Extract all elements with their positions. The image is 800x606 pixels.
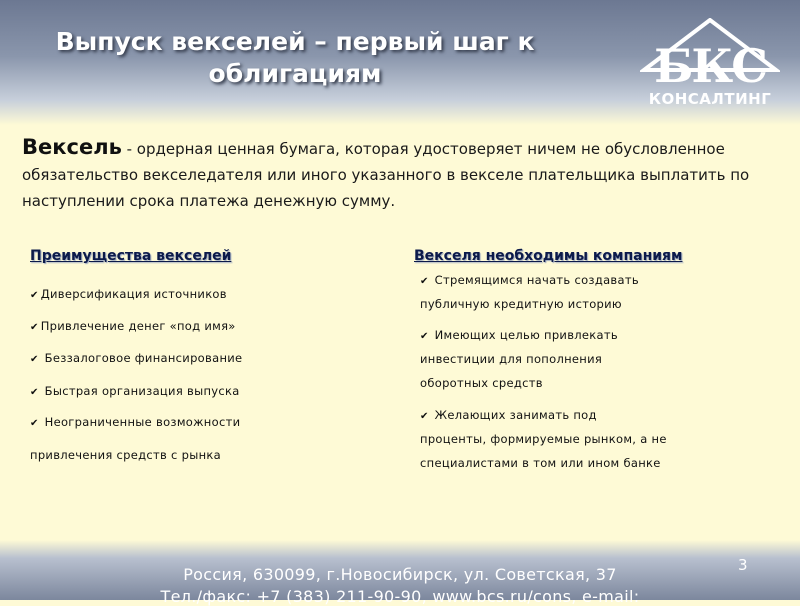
check-icon: ✔ xyxy=(30,354,39,365)
needs-item-line: публичную кредитную историю xyxy=(420,297,622,311)
advantage-item: ✔ Неограниченные возможности xyxy=(30,415,241,429)
needs-item-line: ✔ Стремящимся начать создавать xyxy=(420,273,639,287)
needs-item-line: оборотных средств xyxy=(420,376,543,390)
check-icon: ✔ xyxy=(420,411,429,422)
check-icon: ✔ xyxy=(30,387,39,398)
company-logo xyxy=(640,18,780,110)
advantages-heading: Преимущества векселей xyxy=(30,248,232,264)
slide-header xyxy=(0,0,800,125)
needs-item-line: специалистами в том или ином банке xyxy=(420,456,661,470)
needs-item-line: ✔ Имеющих целью привлекать xyxy=(420,328,618,342)
footer-contacts: Тел./факс: +7 (383) 211-90-90, www.bcs.ru/cons, e-mail: xyxy=(160,587,640,606)
needs-item-line: инвестиции для пополнения xyxy=(420,352,603,366)
page-number: 3 xyxy=(738,556,748,574)
check-icon: ✔ xyxy=(420,331,429,342)
advantage-continuation: привлечения средств с рынка xyxy=(30,448,222,462)
logo-wordmark: КОНСАЛТИНГ xyxy=(648,90,772,108)
advantage-item: ✔ Быстрая организация выпуска xyxy=(30,384,240,398)
advantage-item: ✔ Привлечение денег «под имя» xyxy=(30,319,236,333)
slide-footer xyxy=(0,540,800,606)
advantage-item: ✔ Беззалоговое финансирование xyxy=(30,351,243,365)
needs-item-line: ✔ Желающих занимать под xyxy=(420,408,597,422)
check-icon: ✔ xyxy=(420,276,429,287)
definition-term: Вексель xyxy=(22,135,122,159)
needs-item-line: проценты, формируемые рынком, а не xyxy=(420,432,667,446)
slide-title xyxy=(20,26,570,90)
footer-address: Россия, 630099, г.Новосибирск, ул. Советская, 37 xyxy=(183,565,617,584)
advantage-item: ✔ Диверсификация источников xyxy=(30,287,227,301)
check-icon: ✔ xyxy=(30,290,39,301)
bks-logo-icon xyxy=(640,18,780,90)
svg-text:БКС: БКС xyxy=(654,39,766,90)
title-line-2: облигациям xyxy=(208,59,382,88)
definition-text: - ордерная ценная бумага, которая удостоверяет ничем не обусловленное обязательство векселедателя или иного указанного в векселе плательщика выплатить по наступлении срока платежа денежную сумму. xyxy=(22,140,750,210)
check-icon: ✔ xyxy=(30,322,39,333)
check-icon: ✔ xyxy=(30,418,39,429)
definition-block xyxy=(22,134,782,214)
needs-heading: Векселя необходимы компаниям xyxy=(414,248,683,264)
title-line-1: Выпуск векселей – первый шаг к xyxy=(55,27,535,56)
